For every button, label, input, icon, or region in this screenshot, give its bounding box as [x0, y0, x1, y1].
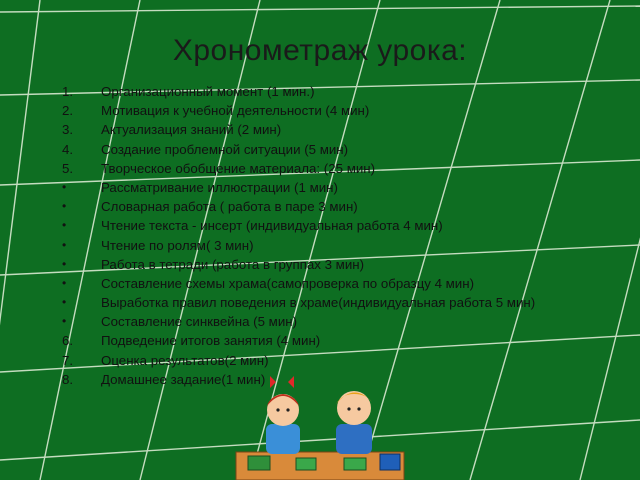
list-item-text: Создание проблемной ситуации (5 мин) [101, 141, 349, 157]
slide-title: Хронометраж урока: [172, 34, 468, 67]
list-marker: 2. [62, 103, 74, 119]
list-marker: 3. [62, 122, 74, 138]
list-item-text: Творческое обобщение материала: (25 мин) [101, 160, 376, 176]
list-item [62, 84, 602, 100]
list-item-text: Актуализация знаний (2 мин) [101, 122, 282, 138]
list-item-text: Составление схемы храма(самопроверка по образцу 4 мин) [101, 275, 474, 291]
list-marker: 5. [62, 160, 74, 176]
timing-list [62, 84, 602, 391]
list-marker: • [62, 256, 67, 271]
list-item-text: Подведение итогов занятия (4 мин) [101, 333, 321, 349]
list-marker: • [62, 314, 67, 329]
list-marker: • [62, 179, 67, 194]
list-item-text: Оценка результатов(2 мин) [101, 352, 269, 368]
list-item [62, 180, 602, 196]
list-item [62, 218, 602, 234]
list-item [62, 103, 602, 119]
list-item [62, 295, 602, 311]
list-item-text: Рассматривание иллюстрации (1 мин) [101, 179, 338, 195]
list-marker: • [62, 237, 67, 252]
list-item-text: Мотивация к учебной деятельности (4 мин) [101, 103, 370, 119]
list-marker: 7. [62, 352, 74, 368]
list-item [62, 122, 602, 138]
list-item [62, 161, 602, 177]
list-item-text: Составление синквейна (5 мин) [101, 314, 298, 330]
list-marker: 4. [62, 141, 74, 157]
list-item-text: Домашнее задание(1 мин) [101, 371, 266, 387]
list-marker: 1. [62, 84, 74, 99]
list-item-text: Словарная работа ( работа в паре 3 мин) [101, 199, 358, 215]
list-item-text: Чтение текста - инсерт (индивидуальная работа 4 мин) [101, 218, 443, 234]
list-marker: • [62, 295, 67, 310]
list-item [62, 353, 602, 369]
list-item [62, 257, 602, 273]
list-marker: • [62, 199, 67, 214]
list-marker: • [62, 218, 67, 233]
list-item-text: Работа в тетради (работа в группах 3 мин) [101, 256, 365, 272]
list-item [62, 142, 602, 158]
list-marker: 6. [62, 333, 74, 349]
list-item-text: Чтение по ролям( 3 мин) [101, 237, 254, 253]
list-marker: 8. [62, 371, 74, 387]
list-marker: • [62, 275, 67, 290]
list-item [62, 276, 602, 292]
list-item-text: Организационный момент (1 мин.) [101, 84, 315, 99]
children-at-desk-icon [230, 372, 410, 480]
list-item [62, 199, 602, 215]
list-item [62, 238, 602, 254]
list-item [62, 333, 602, 349]
list-item [62, 314, 602, 330]
list-item-text: Выработка правил поведения в храме(индивидуальная работа 5 мин) [101, 295, 536, 311]
